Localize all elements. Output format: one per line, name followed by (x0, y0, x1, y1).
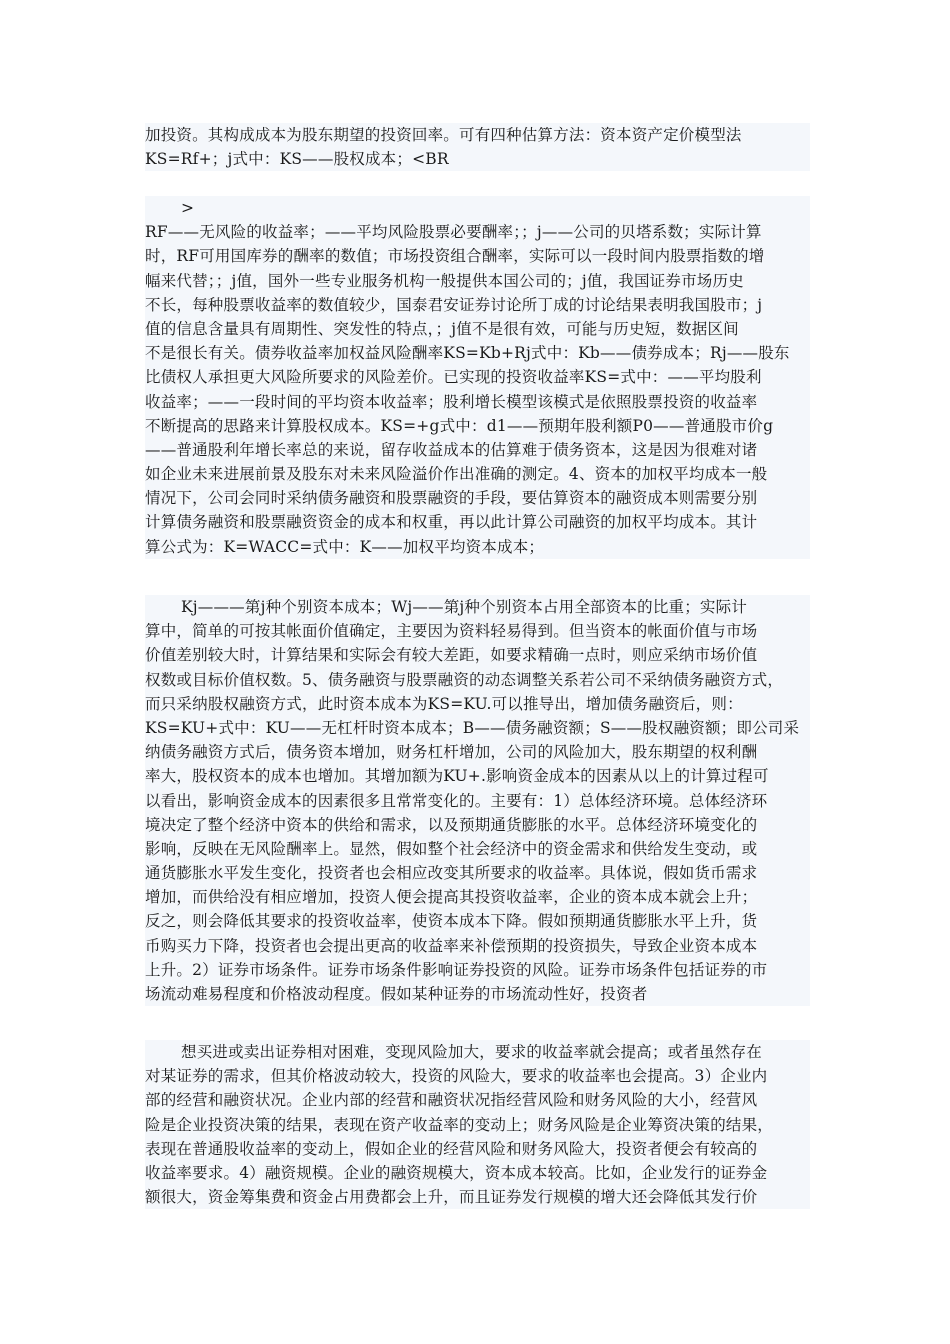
text-line: 计算债务融资和股票融资资金的成本和权重，再以此计算公司融资的加权平均成本。其计 (145, 513, 758, 532)
text-line: 险是企业投资决策的结果，表现在资产收益率的变动上；财务风险是企业筹资决策的结果， (145, 1115, 774, 1134)
text-line: 而只采纳股权融资方式，此时资本成本为KS=KU.可以推导出，增加债务融资后，则： (145, 694, 743, 713)
text-line: 值的信息含量具有周期性、突发性的特点，；j值不是很有效，可能与历史短，数据区间 (145, 319, 739, 338)
text-line: 幅来代替；；j值，国外一些专业服务机构一般提供本国公司的；j值，我国证券市场历史 (145, 271, 744, 290)
text-line: 以看出，影响资金成本的因素很多且常常变化的。主要有：1）总体经济环境。总体经济环 (145, 791, 768, 810)
text-line: 收益率；——一段时间的平均资本收益率；股利增长模型该模式是依照股票投资的收益率 (145, 392, 758, 411)
text-line: 额很大，资金筹集费和资金占用费都会上升，而且证券发行规模的增大还会降低其发行价 (145, 1188, 758, 1207)
text-line: 增加，而供给没有相应增加，投资人便会提高其投资收益率，企业的资本成本就会上升； (145, 888, 758, 907)
paragraph-block-4 (145, 1040, 810, 1209)
text-line: 算公式为：K=WACC=式中：K——加权平均资本成本； (145, 537, 545, 556)
text-line: 加投资。其构成成本为股东期望的投资回率。可有四种估算方法：资本资产定价模型法 (145, 126, 742, 144)
paragraph-block-2 (145, 196, 810, 559)
text-line: 反之，则会降低其要求的投资收益率，使资本成本下降。假如预期通货膨胀水平上升，货 (145, 912, 758, 931)
text-line: 权数或目标价值权数。5、债务融资与股票融资的动态调整关系若公司不采纳债务融资方式， (145, 670, 784, 689)
text-line: 价值差别较大时，计算结果和实际会有较大差距，如要求精确一点时，则应采纳市场价值 (145, 646, 758, 665)
text-line: 收益率要求。4）融资规模。企业的融资规模大，资本成本较高。比如，企业发行的证券金 (145, 1163, 768, 1182)
text-line-first: 想买进或卖出证券相对困难，变现风险加大，要求的收益率就会提高；或者虽然存在 (181, 1043, 762, 1061)
text-line: 不断提高的思路来计算股权成本。KS=+g式中：d1——预期年股利额P0——普通股市价g (145, 416, 774, 435)
text-line: 不长，每种股票收益率的数值较少，国泰君安证券讨论所丁成的讨论结果表明我国股市；j (145, 295, 763, 314)
paragraph-block-1 (145, 123, 810, 171)
text-line: 部的经营和融资状况。企业内部的经营和融资状况指经营风险和财务风险的大小，经营风 (145, 1091, 758, 1110)
text-line: 情况下，公司会同时采纳债务融资和股票融资的手段，要估算资本的融资成本则需要分别 (145, 489, 758, 508)
text-line: 上升。2）证券市场条件。证券市场条件影响证券投资的风险。证券市场条件包括证券的市 (145, 960, 768, 979)
text-line: 算中，简单的可按其帐面价值确定，主要因为资料轻易得到。但当资本的帐面价值与市场 (145, 622, 758, 641)
text-line: 纳债务融资方式后，债务资本增加，财务杠杆增加，公司的风险加大，股东期望的权利酬 (145, 743, 758, 762)
text-line: 如企业未来进展前景及股东对未来风险溢价作出准确的测定。4、资本的加权平均成本一般 (145, 465, 768, 484)
text-line: KS=Rf+；j式中：KS——股权成本；<BR (145, 150, 449, 169)
text-line: 不是很长有关。债券收益率加权益风险酬率KS=Kb+Rj式中：Kb——债券成本；Rj——股东 (145, 344, 790, 363)
text-line: 影响，反映在无风险酬率上。显然，假如整个社会经济中的资金需求和供给发生变动，或 (145, 839, 758, 858)
paragraph-block-3 (145, 595, 810, 1006)
text-line: RF——无风险的收益率；——平均风险股票必要酬率；；j——公司的贝塔系数；实际计算 (145, 223, 762, 242)
text-line: ——普通股利年增长率总的来说，留存收益成本的估算难于债务资本，这是因为很难对诸 (145, 440, 758, 459)
angle-bracket-text: > (181, 199, 195, 217)
text-line: 对某证券的需求，但其价格波动较大，投资的风险大，要求的收益率也会提高。3）企业内 (145, 1067, 768, 1086)
text-line: 境决定了整个经济中资本的供给和需求，以及预期通货膨胀的水平。总体经济环境变化的 (145, 815, 758, 834)
text-line: 币购买力下降，投资者也会提出更高的收益率来补偿预期的投资损失，导致企业资本成本 (145, 936, 758, 955)
text-line: 通货膨胀水平发生变化，投资者也会相应改变其所要求的收益率。具体说，假如货币需求 (145, 864, 758, 883)
text-line: 时，RF可用国库券的酬率的数值；市场投资组合酬率，实际可以一段时间内股票指数的增 (145, 247, 765, 266)
text-line: 率大，股权资本的成本也增加。其增加额为KU+.影响资金成本的因素从以上的计算过程可 (145, 767, 769, 786)
text-line-first: Kj———第j种个别资本成本；Wj——第j种个别资本占用全部资本的比重；实际计 (181, 598, 748, 616)
text-line: 场流动难易程度和价格波动程度。假如某种证券的市场流动性好，投资者 (145, 985, 648, 1003)
text-line: KS=KU+式中：KU——无杠杆时资本成本；B——债务融资额；S——股权融资额；即公司采 (145, 718, 800, 737)
text-line: 表现在普通股收益率的变动上，假如企业的经营风险和财务风险大，投资者便会有较高的 (145, 1139, 758, 1158)
text-line: 比债权人承担更大风险所要求的风险差价。已实现的投资收益率KS=式中：——平均股利 (145, 368, 762, 387)
